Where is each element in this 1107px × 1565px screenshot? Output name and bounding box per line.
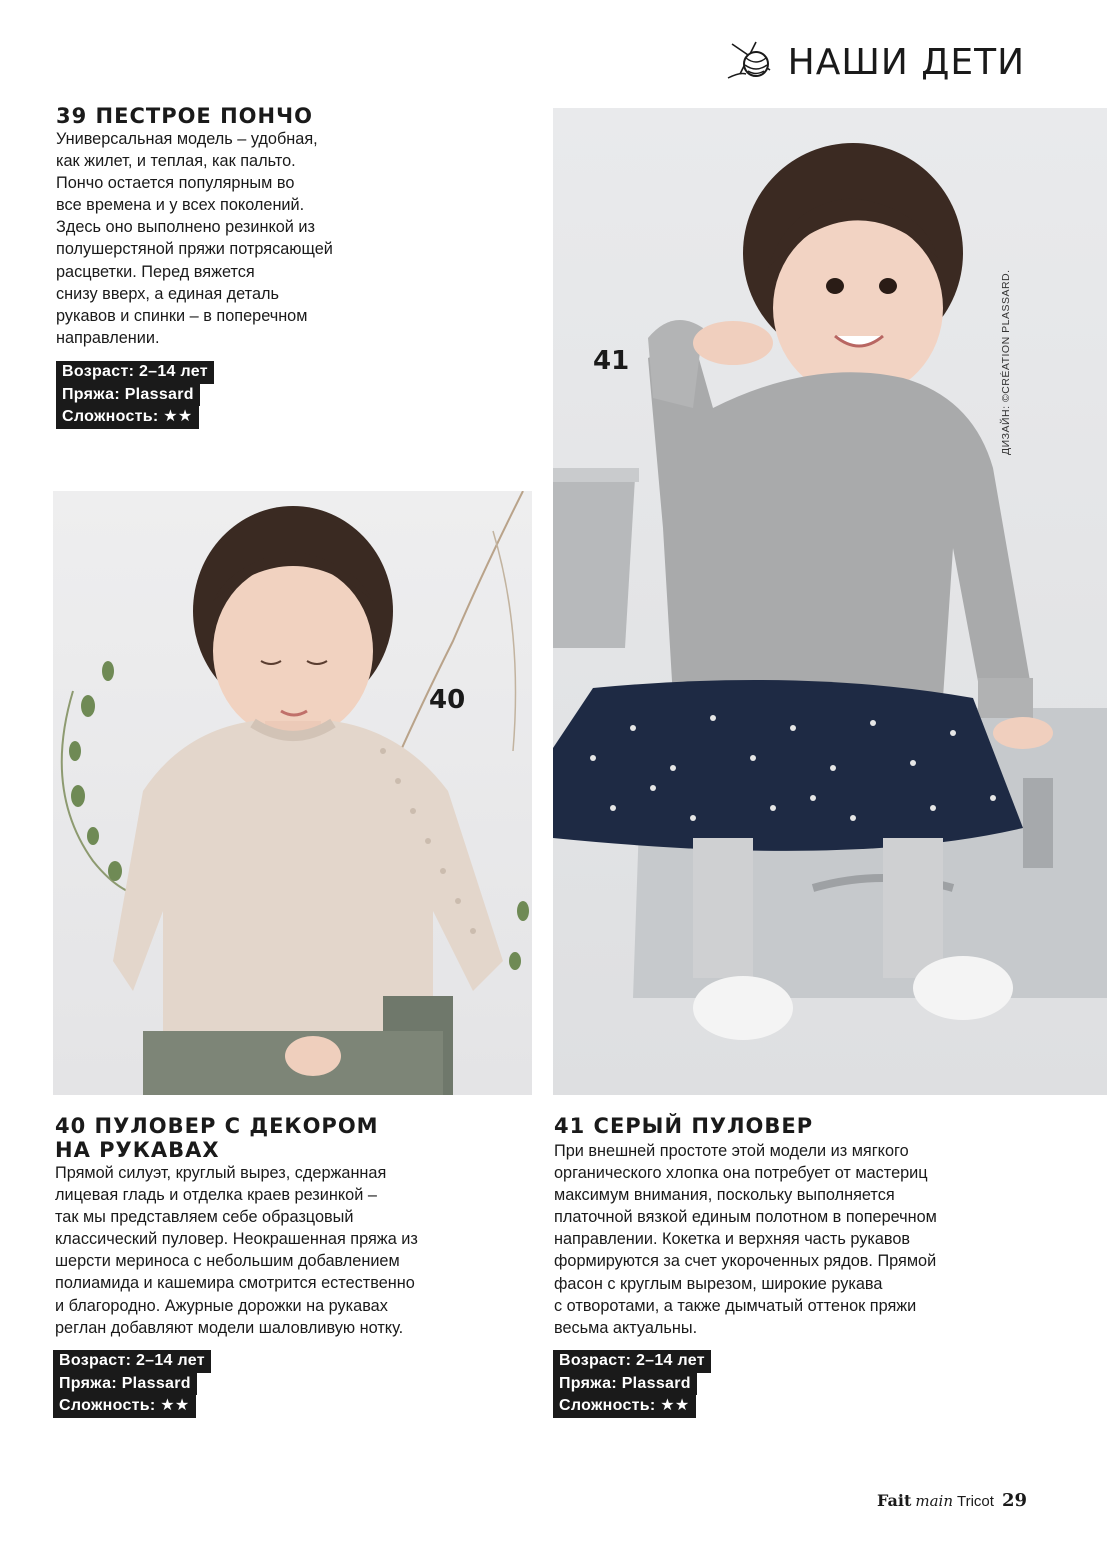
spec-difficulty: Сложность: ★★ xyxy=(53,1395,196,1418)
photo-41-label: 41 xyxy=(593,346,630,376)
brand-main: main xyxy=(915,1492,953,1510)
page-number: 29 xyxy=(1001,1490,1027,1511)
brand-fait: Fait xyxy=(877,1491,912,1510)
brand-tricot: Tricot xyxy=(956,1493,994,1510)
spec-age: Возраст: 2–14 лет xyxy=(56,361,214,384)
spec-age: Возраст: 2–14 лет xyxy=(553,1350,711,1373)
spec-difficulty: Сложность: ★★ xyxy=(553,1395,696,1418)
article-40-body: Прямой силуэт, круглый вырез, сдержанная лицевая гладь и отделка краев резинкой – так мы представляем себе образцовый классический пуловер. Неокрашенная пряжа из шерсти мериноса с небольшим добавлением полиамида и кашемира смотрится естественно и благородно. Ажурные дорожки на рукавах реглан добавляют модели шаловливую нотку. xyxy=(55,1164,418,1337)
yarn-ball-with-needles-icon xyxy=(726,40,778,85)
spec-age: Возраст: 2–14 лет xyxy=(53,1350,211,1373)
article-41-specs xyxy=(553,1350,711,1418)
photo-credit: ДИЗАЙН: ©CRÉATION PLASSARD. xyxy=(1000,269,1012,455)
article-39-title: 39 ПЕСТРОЕ ПОНЧО xyxy=(56,104,313,128)
article-40-specs xyxy=(53,1350,211,1418)
page-footer xyxy=(877,1490,1027,1511)
article-41-title: 41 СЕРЫЙ ПУЛОВЕР xyxy=(554,1114,814,1138)
article-41-body: При внешней простоте этой модели из мягкого органического хлопка она потребует от мастериц максимум внимания, поскольку выполняется платочной вязкой единым полотном в поперечном направлении. Кокетка и верхняя часть рукавов формируются за счет укороченных рядов. Прямой фасон с круглым вырезом, широкие рукава с отворотами, а также дымчатый оттенок пряжи весьма актуальны. xyxy=(554,1142,937,1337)
photo-41-girl-in-grey-pullover xyxy=(553,108,1107,1095)
photo-40-girl-in-beige-pullover xyxy=(53,491,532,1095)
spec-yarn: Пряжа: Plassard xyxy=(553,1373,697,1396)
article-40-title-line1: 40 ПУЛОВЕР С ДЕКОРОМ xyxy=(55,1114,379,1138)
spec-yarn: Пряжа: Plassard xyxy=(56,384,200,407)
section-title: НАШИ ДЕТИ xyxy=(787,42,1025,83)
section-header xyxy=(726,40,1025,85)
spec-yarn: Пряжа: Plassard xyxy=(53,1373,197,1396)
spec-difficulty: Сложность: ★★ xyxy=(56,406,199,429)
article-40-title-line2: НА РУКАВАХ xyxy=(55,1138,220,1162)
article-39-body: Универсальная модель – удобная, как жилет, и теплая, как пальто. Пончо остается популярным во все времена и у всех поколений. Здесь оно выполнено резинкой из полушерстяной пряжи потрясающей расцветки. Перед вяжется снизу вверх, а единая деталь рукавов и спинки – в поперечном направлении. xyxy=(56,130,333,347)
photo-40-label: 40 xyxy=(429,685,466,715)
article-39-specs xyxy=(56,361,214,429)
